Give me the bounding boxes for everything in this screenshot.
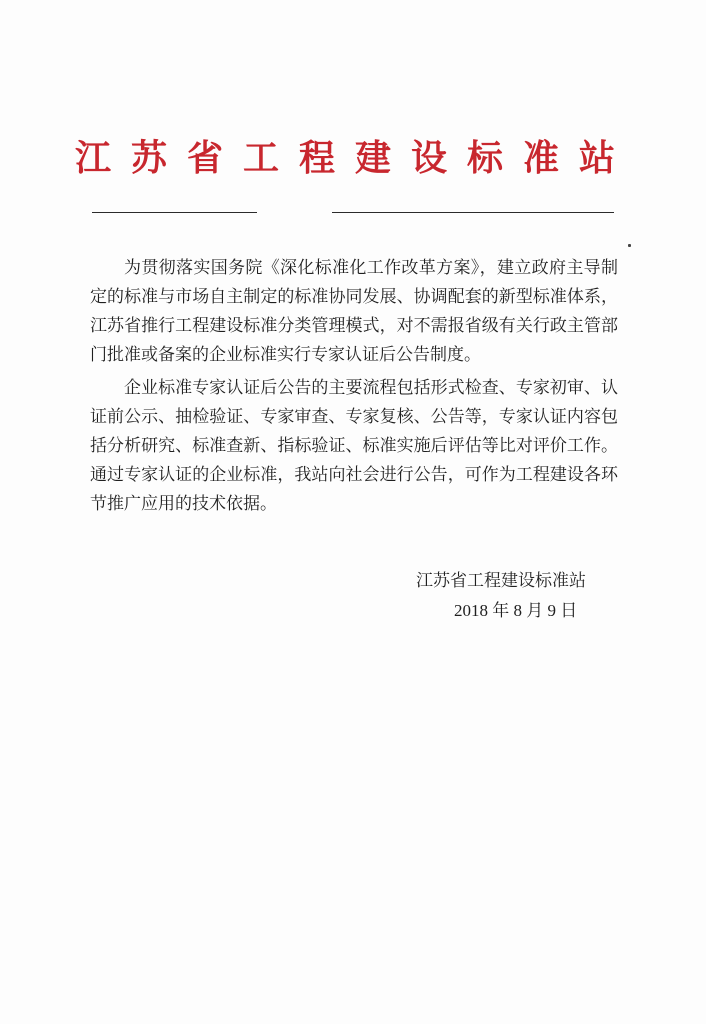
letterhead-rule-right [332,212,614,213]
document-body [90,254,618,523]
letterhead-rule-left [92,212,257,213]
signature-block [380,566,630,626]
signature-organization: 江苏省工程建设标准站 [416,571,586,591]
scan-speck [628,244,631,247]
body-paragraph-2: 企业标准专家认证后公告的主要流程包括形式检查、专家初审、认证前公示、抽检验证、专家审查、专家复核、公告等，专家认证内容包括分析研究、标准查新、指标验证、标准实施后评估等比对评价工作。通过专家认证的企业标准，我站向社会进行公告，可作为工程建设各环节推广应用的技术依据。 [90,378,618,514]
signature-date: 2018 年 8 月 9 日 [454,601,578,620]
body-paragraph-1: 为贯彻落实国务院《深化标准化工作改革方案》，建立政府主导制定的标准与市场自主制定的标准协同发展、协调配套的新型标准体系，江苏省推行工程建设标准分类管理模式，对不需报省级有关行政主管部门批准或备案的企业标准实行专家认证后公告制度。 [90,258,618,365]
letterhead-title: 江苏省工程建设标准站 [74,137,635,179]
